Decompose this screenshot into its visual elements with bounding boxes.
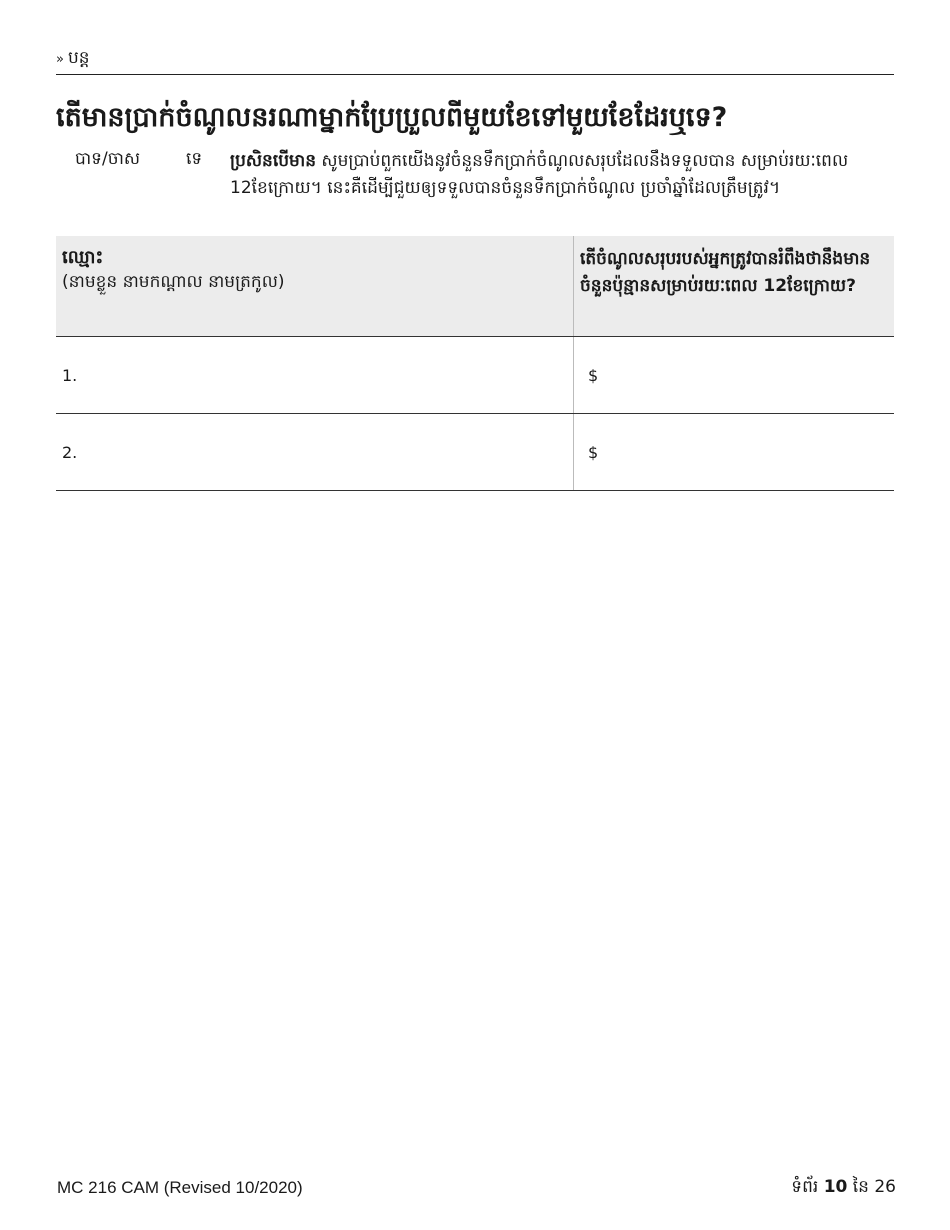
page-number: 10 [823,1177,848,1197]
income-table [56,236,894,491]
continued-arrow: » [56,52,64,67]
row-number: 2. [62,442,78,462]
row-number: 1. [62,365,78,385]
page-total: 26 [874,1177,896,1197]
instruction-text [230,148,870,202]
instruction-prefix: ប្រសិនបើមាន [230,151,316,171]
amount-column-header: តើចំណូលសរុបរបស់អ្នកត្រូវបានរំពឹងថានឹងមានចំនួនប៉ុន្មានសម្រាប់រយៈពេល 12ខែក្រោយ? [574,236,895,337]
name-subheader: (នាមខ្លួន នាមកណ្តាល នាមត្រកូល) [62,272,285,292]
page-indicator [791,1176,896,1201]
name-column-header [56,236,574,337]
yes-option[interactable]: បាទ/ចាស [75,149,141,169]
page-of: នៃ [852,1177,869,1197]
name-header: ឈ្មោះ [62,247,104,268]
continued-marker [56,44,894,75]
amount-field[interactable] [574,414,895,491]
table-row [56,337,894,414]
continued-label: បន្ត [67,48,90,68]
answer-choices [56,146,894,232]
name-field[interactable] [56,337,574,414]
name-field[interactable] [56,414,574,491]
amount-field[interactable] [574,337,895,414]
currency-symbol: $ [588,442,599,462]
question-title: តើមានប្រាក់ចំណូលនរណាម្នាក់ប្រែប្រួលពីមួយខែទៅមួយខែដែរឬទេ? [56,102,728,133]
page-prefix: ទំព័រ [791,1177,819,1197]
instruction-body: សូមប្រាប់ពួកយើងនូវចំនួនទឹកប្រាក់ចំណូលសរុបដែលនឹងទទួលបាន សម្រាប់រយៈពេល 12ខែក្រោយ។ នេះគឺដើម្បីជួយឲ្យទទួលបានចំនួនទឹកប្រាក់ចំណូល ប្រចាំឆ្នាំដែលត្រឹមត្រូវ។ [230,151,849,198]
table-header-row [56,236,894,337]
form-id: MC 216 CAM (Revised 10/2020) [57,1178,303,1197]
no-option[interactable]: ទេ [186,149,203,169]
table-row [56,414,894,491]
currency-symbol: $ [588,365,599,385]
